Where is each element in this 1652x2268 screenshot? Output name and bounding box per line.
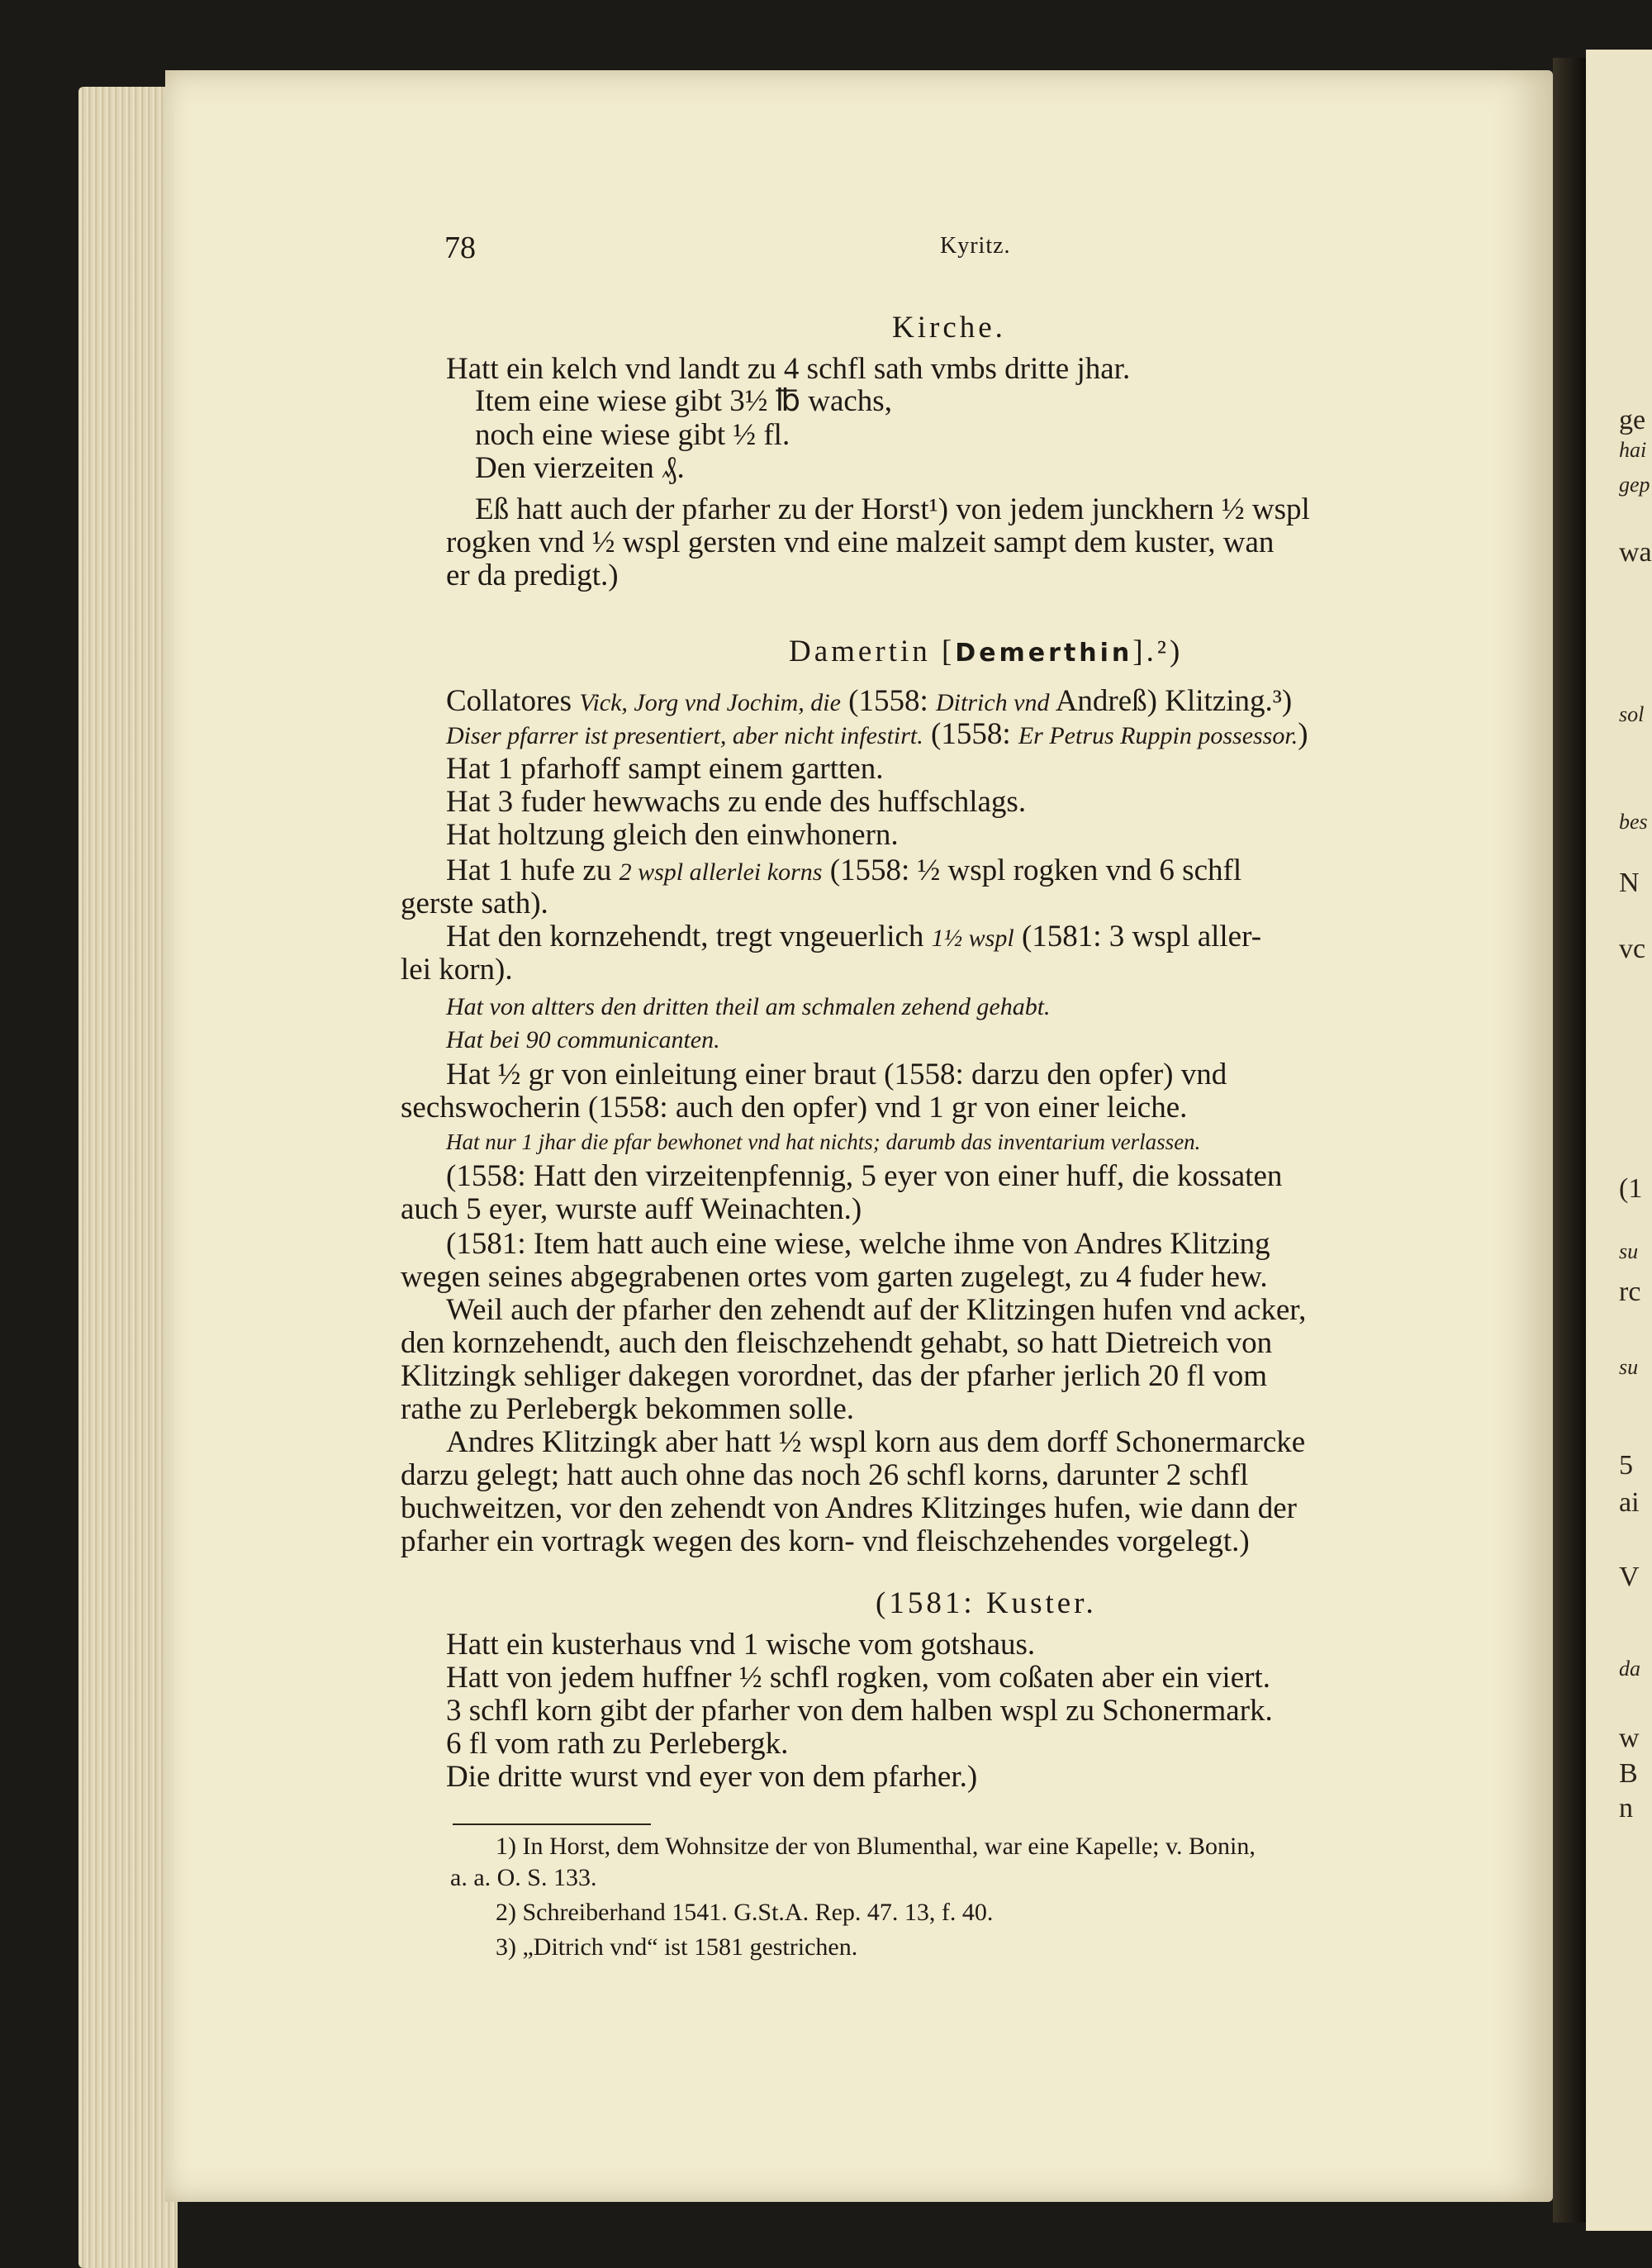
text-line: Andres Klitzingk aber hatt ½ wspl korn aus dem dorff Schonermarcke — [446, 1425, 1306, 1459]
text-line: Hat 3 fuder hewwachs zu ende des huffschlags. — [446, 785, 1027, 819]
collatores-label: Collatores — [446, 684, 580, 718]
text-line: 6 fl vom rath zu Perlebergk. — [446, 1727, 789, 1761]
facing-text: wa — [1619, 537, 1652, 568]
text-line: gerste sath). — [401, 887, 548, 920]
text-line: rathe zu Perlebergk bekommen solle. — [401, 1392, 855, 1426]
facing-text: da — [1619, 1657, 1640, 1681]
facing-text: n — [1619, 1793, 1633, 1823]
facing-text: (1 — [1619, 1173, 1643, 1204]
section-heading-kirche: Kirche. — [892, 311, 1006, 345]
text-line: Hat holtzung gleich den einwhonern. — [446, 818, 899, 852]
footnote: a. a. O. S. 133. — [450, 1864, 597, 1891]
text-span: (1558: ½ wspl rogken vnd 6 schfl — [822, 853, 1242, 887]
footnote: 2) Schreiberhand 1541. G.St.A. Rep. 47. 13, f. 40. — [496, 1899, 994, 1926]
text-line: buchweitzen, vor den zehendt von Andres Klitzinges hufen, wie dann der — [401, 1491, 1297, 1525]
text-line: Hatt von jedem huffner ½ schfl rogken, vom coßaten aber ein viert. — [446, 1661, 1270, 1695]
text-line: noch eine wiese gibt ½ fl. — [475, 418, 790, 452]
page-header — [444, 230, 1535, 271]
facing-text: su — [1619, 1355, 1639, 1379]
page-edges — [78, 87, 178, 2268]
collatores-line — [446, 686, 1292, 718]
facing-text: ai — [1619, 1487, 1640, 1518]
text-line: Hatt ein kelch vnd landt zu 4 schfl sath vmbs dritte jhar. — [446, 352, 1131, 386]
text-span: 1½ wspl — [931, 925, 1014, 952]
footnote-rule — [453, 1823, 651, 1825]
collatores-names: Vick, Jorg vnd Jochim, die — [579, 689, 841, 716]
page-number: 78 — [444, 231, 476, 265]
italic-note: Hat bei 90 communicanten. — [446, 1026, 720, 1053]
text-line: den kornzehendt, auch den fleischzehendt gehabt, so hatt Dietreich von — [401, 1326, 1273, 1360]
facing-text: gep — [1619, 473, 1650, 497]
italic-note: Hat von altters den dritten theil am schmalen zehend gehabt. — [446, 993, 1051, 1020]
italic-note: Hat nur 1 jhar die pfar bewhonet vnd hat nichts; darumb das inventarium verlassen. — [446, 1129, 1201, 1154]
text-line: Weil auch der pfarher den zehendt auf der Klitzingen hufen vnd acker, — [446, 1293, 1307, 1327]
text-line: (1558: Hatt den virzeitenpfennig, 5 eyer von einer huff, die kossaten — [446, 1159, 1283, 1193]
footnote: 3) „Ditrich vnd“ ist 1581 gestrichen. — [496, 1933, 858, 1961]
text-line: Klitzingk sehliger dakegen vorordnet, das der pfarher jerlich 20 fl vom — [401, 1359, 1268, 1393]
text-span: ) — [1298, 717, 1308, 751]
text-line: auch 5 eyer, wurste auff Weinachten.) — [401, 1192, 862, 1226]
text-span: Er Petrus Ruppin possessor. — [1018, 722, 1298, 749]
section-heading-kuster: (1581: Kuster. — [876, 1586, 1097, 1620]
text-line: 3 schfl korn gibt der pfarher von dem halben wspl zu Schonermark. — [446, 1694, 1273, 1728]
facing-text: rc — [1619, 1277, 1641, 1307]
text-span: Hat den kornzehendt, tregt vngeuerlich — [446, 920, 932, 953]
running-head: Kyritz. — [940, 233, 1011, 259]
text-line: Hat 1 pfarhoff sampt einem gartten. — [446, 752, 884, 786]
heading-part: Damertin [ — [789, 635, 956, 668]
facing-text: N — [1619, 868, 1640, 898]
heading-part: ].²) — [1132, 635, 1184, 668]
text-line: Item eine wiese gibt 3½ ℔ wachs, — [475, 384, 892, 418]
facing-text: bes — [1619, 810, 1648, 834]
text-span: (1558: — [840, 684, 936, 718]
text-line: sechswocherin (1558: auch den opfer) vnd 1 gr von einer leiche. — [401, 1091, 1188, 1124]
facing-text: B — [1619, 1758, 1638, 1789]
section-heading-damertin — [789, 636, 1183, 668]
facing-text: ge — [1619, 405, 1646, 435]
facing-text: V — [1619, 1562, 1640, 1592]
text-span: Ditrich vnd — [936, 689, 1050, 716]
text-span: 2 wspl allerlei korns — [619, 858, 823, 886]
text-line: lei korn). — [401, 953, 513, 987]
text-line: Hatt ein kusterhaus vnd 1 wische vom gotshaus. — [446, 1628, 1036, 1662]
text-line: Die dritte wurst vnd eyer von dem pfarher.) — [446, 1760, 978, 1794]
text-span: Hat 1 hufe zu — [446, 853, 620, 887]
text-line: rogken vnd ½ wspl gersten vnd eine malzeit sampt dem kuster, wan — [446, 525, 1275, 559]
text-span: Andreß) Klitzing.³) — [1049, 684, 1293, 718]
text-span: Diser pfarrer ist presentiert, aber nicht infestirt. — [446, 722, 923, 749]
facing-text: vc — [1619, 934, 1646, 964]
text-line: (1581: Item hatt auch eine wiese, welche ihme von Andres Klitzing — [446, 1227, 1270, 1261]
text-line: Den vierzeiten ₰. — [475, 451, 685, 485]
heading-name: Demerthin — [955, 639, 1133, 668]
text-line: er da predigt.) — [446, 559, 619, 592]
facing-text: hai — [1619, 438, 1647, 462]
text-span: (1581: 3 wspl aller- — [1014, 920, 1262, 953]
text-span: (1558: — [923, 717, 1018, 751]
text-line — [446, 855, 1241, 887]
text-line: pfarher ein vortragk wegen des korn- vnd fleischzehendes vorgelegt.) — [401, 1524, 1250, 1558]
text-line — [446, 719, 1308, 751]
facing-text: 5 — [1619, 1450, 1633, 1481]
footnote: 1) In Horst, dem Wohnsitze der von Blumenthal, war eine Kapelle; v. Bonin, — [496, 1833, 1256, 1860]
text-line — [446, 921, 1261, 953]
facing-text: su — [1619, 1239, 1639, 1263]
text-line: darzu gelegt; hatt auch ohne das noch 26 schfl korns, darunter 2 schfl — [401, 1458, 1249, 1492]
book-gutter — [1553, 58, 1586, 2223]
facing-text: w — [1619, 1723, 1640, 1753]
facing-text: sol — [1619, 702, 1645, 726]
facing-page-fragment — [1586, 50, 1652, 2231]
text-line: wegen seines abgegrabenen ortes vom garten zugelegt, zu 4 fuder hew. — [401, 1260, 1268, 1294]
text-line: Eß hatt auch der pfarher zu der Horst¹) von jedem junckhern ½ wspl — [475, 492, 1310, 526]
text-line: Hat ½ gr von einleitung einer braut (1558: darzu den opfer) vnd — [446, 1058, 1227, 1091]
